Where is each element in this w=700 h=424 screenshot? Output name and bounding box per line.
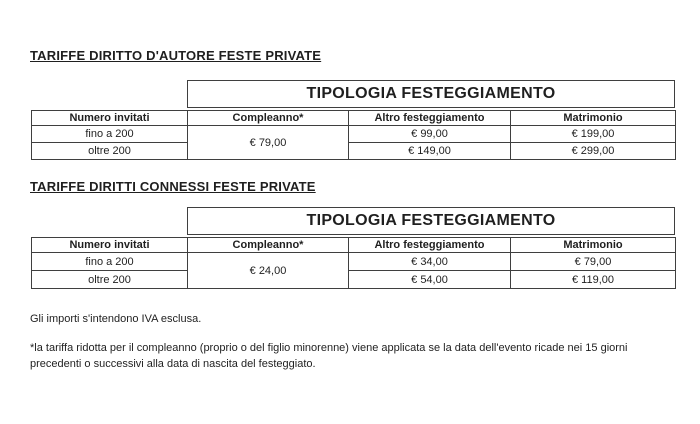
section-title-diritto-autore: TARIFFE DIRITTO D'AUTORE FESTE PRIVATE [30,48,322,63]
asterisk-footnote-line-2: precedenti o successivi alla data di nascita del festeggiato. [30,357,316,370]
vat-exclusion-note: Gli importi s'intendono IVA esclusa. [30,313,202,325]
column-header-altro-festeggiamento: Altro festeggiamento [349,111,511,126]
asterisk-footnote-line-1: *la tariffa ridotta per il compleanno (proprio o del figlio minorenne) viene applicata se la data dell'evento ricade nei 15 giorni [30,342,628,354]
column-header-numero-invitati: Numero invitati [32,111,188,126]
column-header-compleanno: Compleanno* [188,111,349,126]
column-header-matrimonio: Matrimonio [511,238,676,253]
price-altro-oltre-200: € 54,00 [349,271,511,289]
tariff-section-diritti-connessi [31,207,675,289]
table-row [32,126,676,143]
row-label-oltre-200: oltre 200 [32,271,188,289]
section-title-diritti-connessi: TARIFFE DIRITTI CONNESSI FESTE PRIVATE [30,179,316,194]
price-altro-oltre-200: € 149,00 [349,143,511,160]
price-matrimonio-fino-200: € 199,00 [511,126,676,143]
asterisk-footnote [30,341,690,372]
price-compleanno-merged: € 24,00 [188,253,349,289]
table-header-row [32,111,676,126]
row-label-oltre-200: oltre 200 [32,143,188,160]
price-compleanno-merged: € 79,00 [188,126,349,160]
table-row [32,253,676,271]
tipologia-banner: TIPOLOGIA FESTEGGIAMENTO [187,207,675,235]
column-header-numero-invitati: Numero invitati [32,238,188,253]
column-header-altro-festeggiamento: Altro festeggiamento [349,238,511,253]
tariff-table-diritti-connessi [31,237,676,289]
price-altro-fino-200: € 34,00 [349,253,511,271]
price-matrimonio-fino-200: € 79,00 [511,253,676,271]
price-altro-fino-200: € 99,00 [349,126,511,143]
price-matrimonio-oltre-200: € 299,00 [511,143,676,160]
column-header-compleanno: Compleanno* [188,238,349,253]
row-label-fino-a-200: fino a 200 [32,126,188,143]
table-row [32,271,676,289]
table-row [32,143,676,160]
tariff-section-diritto-autore [31,80,675,160]
row-label-fino-a-200: fino a 200 [32,253,188,271]
column-header-matrimonio: Matrimonio [511,111,676,126]
price-matrimonio-oltre-200: € 119,00 [511,271,676,289]
tariff-table-diritto-autore [31,110,676,160]
tipologia-banner: TIPOLOGIA FESTEGGIAMENTO [187,80,675,108]
table-header-row [32,238,676,253]
